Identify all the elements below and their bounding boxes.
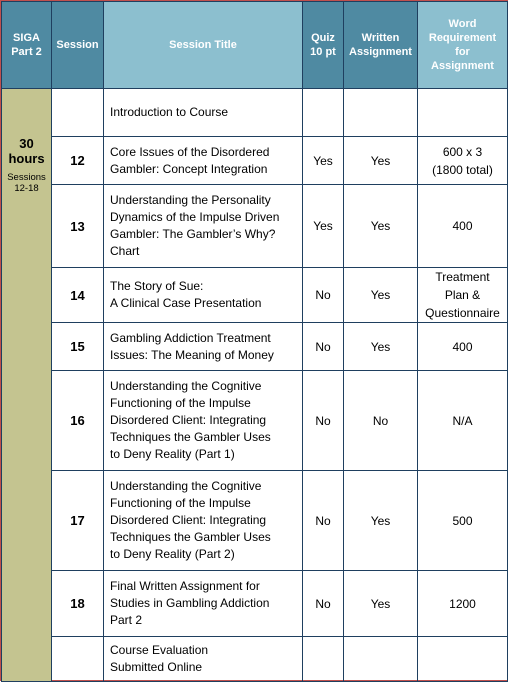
word-requirement-value: 1200 bbox=[418, 571, 508, 637]
session-title: Final Written Assignment for Studies in Gambling Addiction Part 2 bbox=[104, 571, 303, 637]
written-value: Yes bbox=[344, 471, 418, 571]
session-number bbox=[52, 89, 104, 137]
table-row bbox=[2, 637, 508, 682]
header-written-assignment: Written Assignment bbox=[344, 2, 418, 89]
quiz-value: Yes bbox=[303, 137, 344, 185]
table-row bbox=[2, 185, 508, 268]
written-value: Yes bbox=[344, 323, 418, 371]
table-row bbox=[2, 89, 508, 137]
word-requirement-value bbox=[418, 637, 508, 682]
session-title: Core Issues of the Disordered Gambler: Concept Integration bbox=[104, 137, 303, 185]
session-title: Introduction to Course bbox=[104, 89, 303, 137]
header-word-requirement: Word Requirement for Assignment bbox=[418, 2, 508, 89]
session-title: Understanding the Personality Dynamics of the Impulse Driven Gambler: The Gambler’s Why? Chart bbox=[104, 185, 303, 268]
header-part: SIGA Part 2 bbox=[2, 2, 52, 89]
header-session-title: Session Title bbox=[104, 2, 303, 89]
word-requirement-value: 500 bbox=[418, 471, 508, 571]
quiz-value: No bbox=[303, 268, 344, 323]
written-value bbox=[344, 637, 418, 682]
quiz-value: No bbox=[303, 323, 344, 371]
header-row bbox=[2, 2, 508, 89]
hours-label: 30 hours bbox=[8, 136, 45, 166]
session-title: Understanding the Cognitive Functioning of the Impulse Disordered Client: Integrating Techniques the Gambler Uses to Deny Reality (Part 1) bbox=[104, 371, 303, 471]
part-label-cell bbox=[2, 89, 52, 682]
quiz-value: No bbox=[303, 371, 344, 471]
course-schedule-table bbox=[1, 1, 508, 682]
table-row bbox=[2, 268, 508, 323]
written-value: Yes bbox=[344, 571, 418, 637]
quiz-value: No bbox=[303, 471, 344, 571]
word-requirement-value: 400 bbox=[418, 323, 508, 371]
written-value: Yes bbox=[344, 268, 418, 323]
session-number bbox=[52, 637, 104, 682]
word-requirement-value: 400 bbox=[418, 185, 508, 268]
quiz-value bbox=[303, 637, 344, 682]
written-value bbox=[344, 89, 418, 137]
quiz-value bbox=[303, 89, 344, 137]
session-number: 16 bbox=[52, 371, 104, 471]
written-value: Yes bbox=[344, 137, 418, 185]
session-title: Course Evaluation Submitted Online bbox=[104, 637, 303, 682]
header-quiz: Quiz 10 pt bbox=[303, 2, 344, 89]
session-number: 17 bbox=[52, 471, 104, 571]
header-session: Session bbox=[52, 2, 104, 89]
session-number: 12 bbox=[52, 137, 104, 185]
word-requirement-value: 600 x 3 (1800 total) bbox=[418, 137, 508, 185]
session-number: 14 bbox=[52, 268, 104, 323]
table-row bbox=[2, 137, 508, 185]
written-value: No bbox=[344, 371, 418, 471]
word-requirement-value: N/A bbox=[418, 371, 508, 471]
session-number: 18 bbox=[52, 571, 104, 637]
session-title: Understanding the Cognitive Functioning of the Impulse Disordered Client: Integrating Techniques the Gambler Uses to Deny Reality (Part 2) bbox=[104, 471, 303, 571]
word-requirement-value bbox=[418, 89, 508, 137]
word-requirement-value: Treatment Plan & Questionnaire bbox=[418, 268, 508, 323]
quiz-value: No bbox=[303, 571, 344, 637]
table-row bbox=[2, 323, 508, 371]
sessions-range-label: Sessions 12-18 bbox=[7, 172, 46, 194]
table-row bbox=[2, 471, 508, 571]
quiz-value: Yes bbox=[303, 185, 344, 268]
session-number: 13 bbox=[52, 185, 104, 268]
table-row bbox=[2, 571, 508, 637]
session-title: Gambling Addiction Treatment Issues: The Meaning of Money bbox=[104, 323, 303, 371]
table-row bbox=[2, 371, 508, 471]
session-number: 15 bbox=[52, 323, 104, 371]
session-title: The Story of Sue: A Clinical Case Presentation bbox=[104, 268, 303, 323]
written-value: Yes bbox=[344, 185, 418, 268]
